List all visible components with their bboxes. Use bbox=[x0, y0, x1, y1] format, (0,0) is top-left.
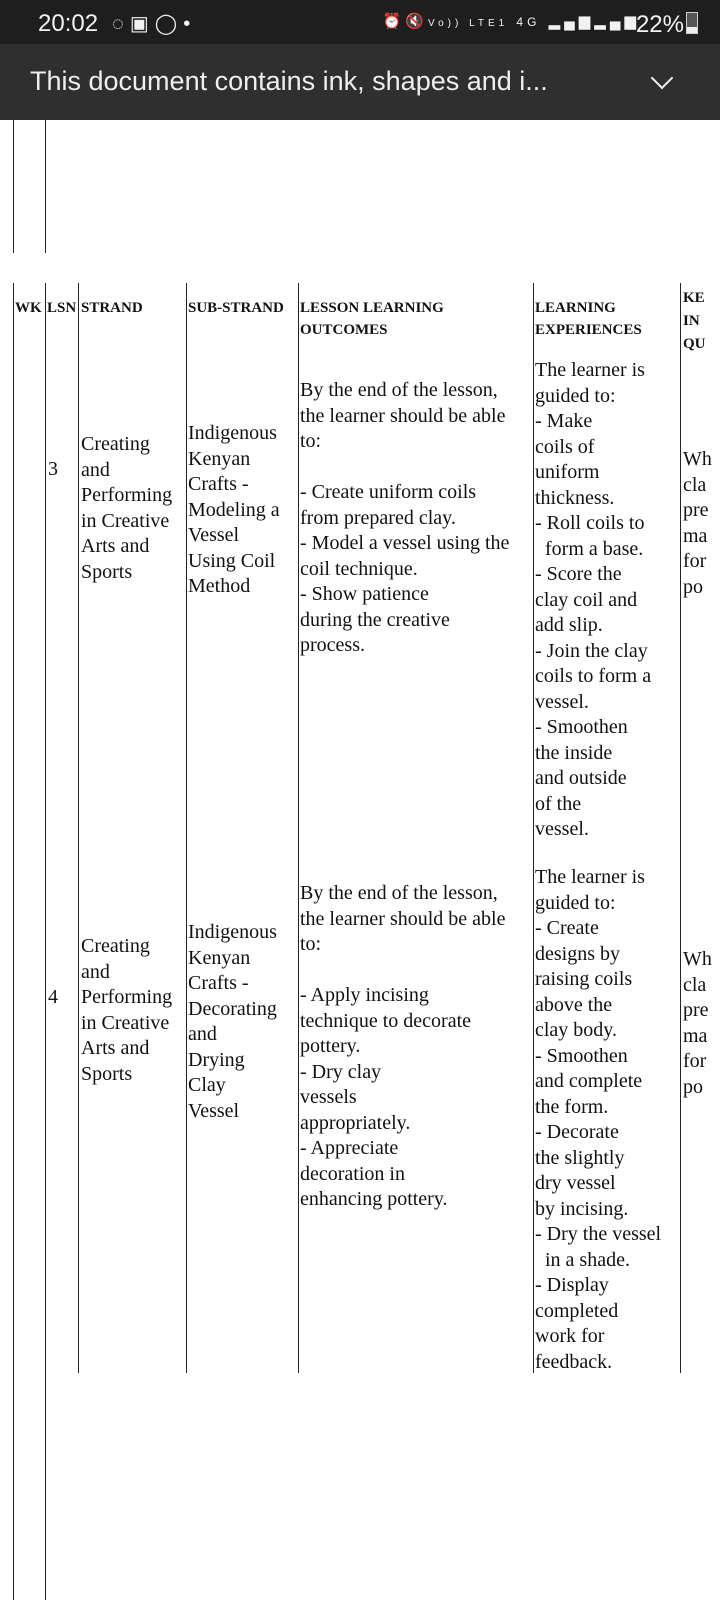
experiences-cell: The learner is guided to: - Create designs by raising coils above the clay body. - Smoothen and complete the form. - Decorate the slightly dry vessel by incising. - Dry the vessel in a shade. - Display completed work for feedback. bbox=[535, 866, 662, 1373]
lsn-cell: 3 bbox=[48, 458, 58, 480]
header-lsn: LSN bbox=[47, 300, 77, 316]
table-border bbox=[13, 283, 14, 1600]
dot-icon: • bbox=[183, 13, 197, 35]
notice-message: This document contains ink, shapes and i... bbox=[30, 66, 548, 96]
whatsapp-icon: ◯ bbox=[154, 13, 184, 35]
header-experiences: LEARNING EXPERIENCES bbox=[535, 300, 642, 338]
battery-level: 22% bbox=[635, 11, 684, 38]
clock: 20:02 bbox=[38, 10, 99, 37]
4g-icon: 4G bbox=[516, 15, 541, 29]
header-outcomes: LESSON LEARNING OUTCOMES bbox=[300, 300, 444, 338]
volte-icon: Vo)) LTE1 bbox=[427, 18, 509, 29]
whatsapp-business-icon: ◌ bbox=[112, 13, 130, 35]
battery-icon bbox=[686, 12, 698, 34]
gallery-icon: ▣ bbox=[129, 13, 155, 35]
sub-strand-cell: Indigenous Kenyan Crafts - Modeling a Vessel Using Coil Method bbox=[188, 422, 280, 597]
strand-cell: Creating and Performing in Creative Arts and Sports bbox=[81, 433, 173, 583]
experiences-cell: The learner is guided to: - Make coils of uniform thickness. - Roll coils to form a base. - Score the clay coil and add slip. - Join the clay coils to form a vessel. - Smoothen the inside and outside of the vessel. bbox=[535, 359, 652, 840]
table-border bbox=[680, 283, 681, 1373]
table-border bbox=[533, 283, 534, 1373]
inquiry-cell: Wh cla pre ma for po bbox=[683, 448, 712, 598]
inquiry-cell: Wh cla pre ma for po bbox=[683, 948, 712, 1098]
chevron-down-icon[interactable] bbox=[651, 67, 674, 90]
mute-icon: 🔇 bbox=[405, 13, 428, 30]
table-border bbox=[298, 283, 299, 1373]
table-border bbox=[186, 283, 187, 1373]
header-inquiry: KE IN QU bbox=[683, 290, 706, 352]
sub-strand-cell: Indigenous Kenyan Crafts - Decorating and Drying Clay Vessel bbox=[188, 921, 277, 1122]
table-border bbox=[13, 120, 14, 253]
table-border bbox=[78, 283, 79, 1373]
header-wk: WK bbox=[15, 300, 42, 316]
status-bar bbox=[0, 0, 720, 44]
strand-cell: Creating and Performing in Creative Arts and Sports bbox=[81, 935, 173, 1085]
system-icons bbox=[383, 12, 640, 30]
header-sub-strand: SUB-STRAND bbox=[188, 300, 284, 316]
table-border bbox=[45, 120, 46, 253]
header-strand: STRAND bbox=[81, 300, 143, 316]
battery bbox=[636, 10, 698, 39]
document-notice-banner[interactable] bbox=[0, 44, 720, 120]
signal-icon: ▂▄▆ bbox=[548, 13, 595, 30]
notification-icons bbox=[112, 11, 196, 36]
lsn-cell: 4 bbox=[48, 986, 58, 1008]
alarm-icon: ⏰ bbox=[382, 13, 406, 30]
table-border bbox=[45, 283, 46, 1600]
outcomes-cell: By the end of the lesson, the learner should be able to: - Create uniform coils from prepared clay. - Model a vessel using the coil technique. - Show patience during the creative process. bbox=[300, 379, 510, 656]
outcomes-cell: By the end of the lesson, the learner should be able to: - Apply incising technique to decorate pottery. - Dry clay vessels appropriately. - Appreciate decoration in enhancing pottery. bbox=[300, 882, 506, 1210]
signal-icon: ▂▄▆ bbox=[594, 13, 640, 30]
